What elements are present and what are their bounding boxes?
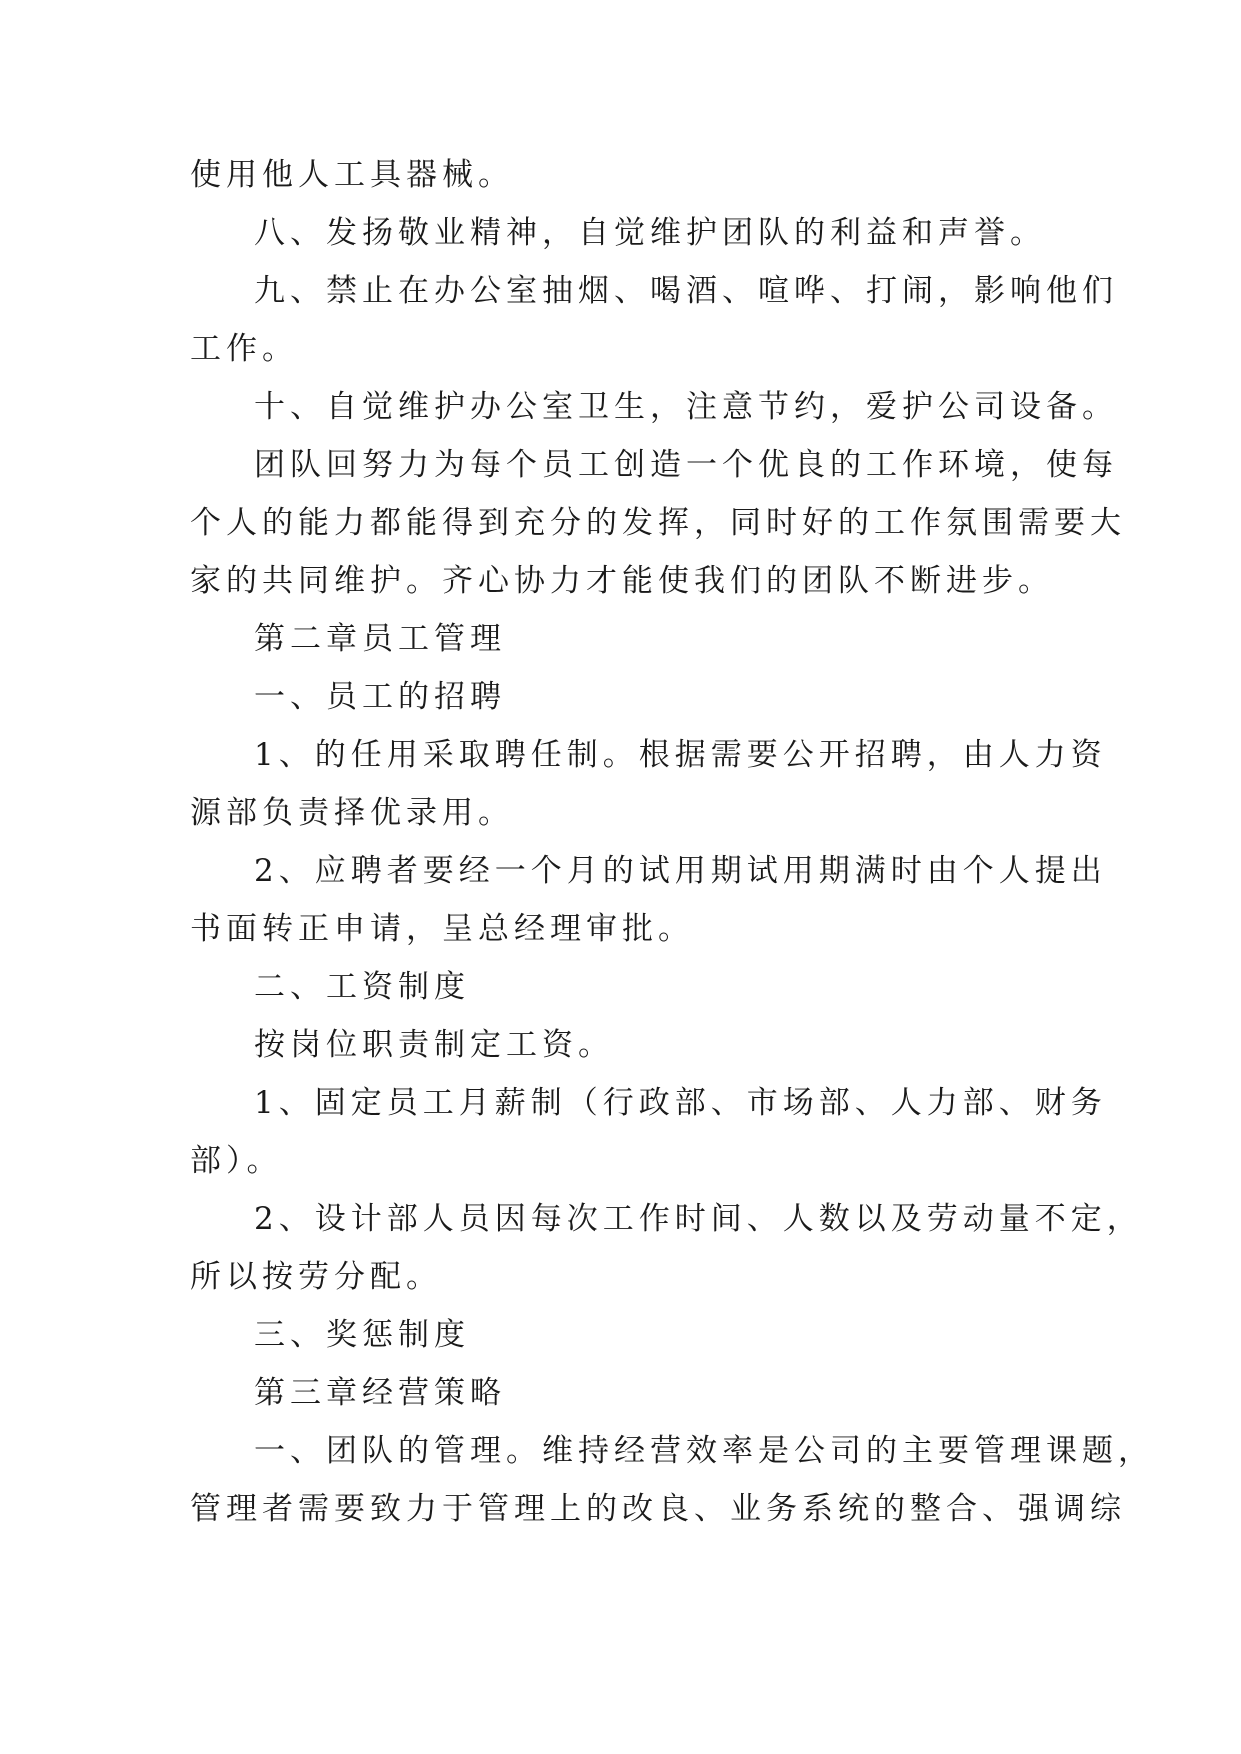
text-line: 书面转正申请，呈总经理审批。 — [190, 911, 694, 947]
text-line: 源部负责择优录用。 — [190, 795, 514, 831]
text-line: 所以按劳分配。 — [190, 1259, 442, 1295]
text-line: 工作。 — [190, 331, 298, 367]
subsection-heading: 三、奖惩制度 — [254, 1317, 470, 1353]
section-heading: 第二章员工管理 — [254, 621, 506, 657]
text-line: 一、团队的管理。维持经营效率是公司的主要管理课题， — [254, 1433, 1154, 1469]
text-line: 部）。 — [190, 1143, 283, 1179]
text-line: 家的共同维护。齐心协力才能使我们的团队不断进步。 — [190, 563, 1054, 599]
text-line: 2、应聘者要经一个月的试用期试用期满时由个人提出 — [254, 853, 1107, 889]
text-line: 个人的能力都能得到充分的发挥，同时好的工作氛围需要大 — [190, 505, 1126, 541]
text-line: 1、的任用采取聘任制。根据需要公开招聘，由人力资 — [254, 737, 1107, 773]
text-line: 九、禁止在办公室抽烟、喝酒、喧哗、打闹，影响他们 — [254, 273, 1118, 309]
section-heading: 第三章经营策略 — [254, 1375, 506, 1411]
subsection-heading: 一、员工的招聘 — [254, 679, 506, 715]
text-line: 八、发扬敬业精神，自觉维护团队的利益和声誉。 — [254, 215, 1046, 251]
text-line: 使用他人工具器械。 — [190, 157, 514, 193]
text-line: 按岗位职责制定工资。 — [254, 1027, 614, 1063]
text-line: 1、固定员工月薪制（行政部、市场部、人力部、财务 — [254, 1085, 1107, 1121]
text-line: 管理者需要致力于管理上的改良、业务系统的整合、强调综 — [190, 1491, 1126, 1527]
subsection-heading: 二、工资制度 — [254, 969, 470, 1005]
text-line: 十、自觉维护办公室卫生，注意节约，爱护公司设备。 — [254, 389, 1118, 425]
text-line: 团队回努力为每个员工创造一个优良的工作环境，使每 — [254, 447, 1118, 483]
text-line: 2、设计部人员因每次工作时间、人数以及劳动量不定， — [254, 1201, 1143, 1237]
